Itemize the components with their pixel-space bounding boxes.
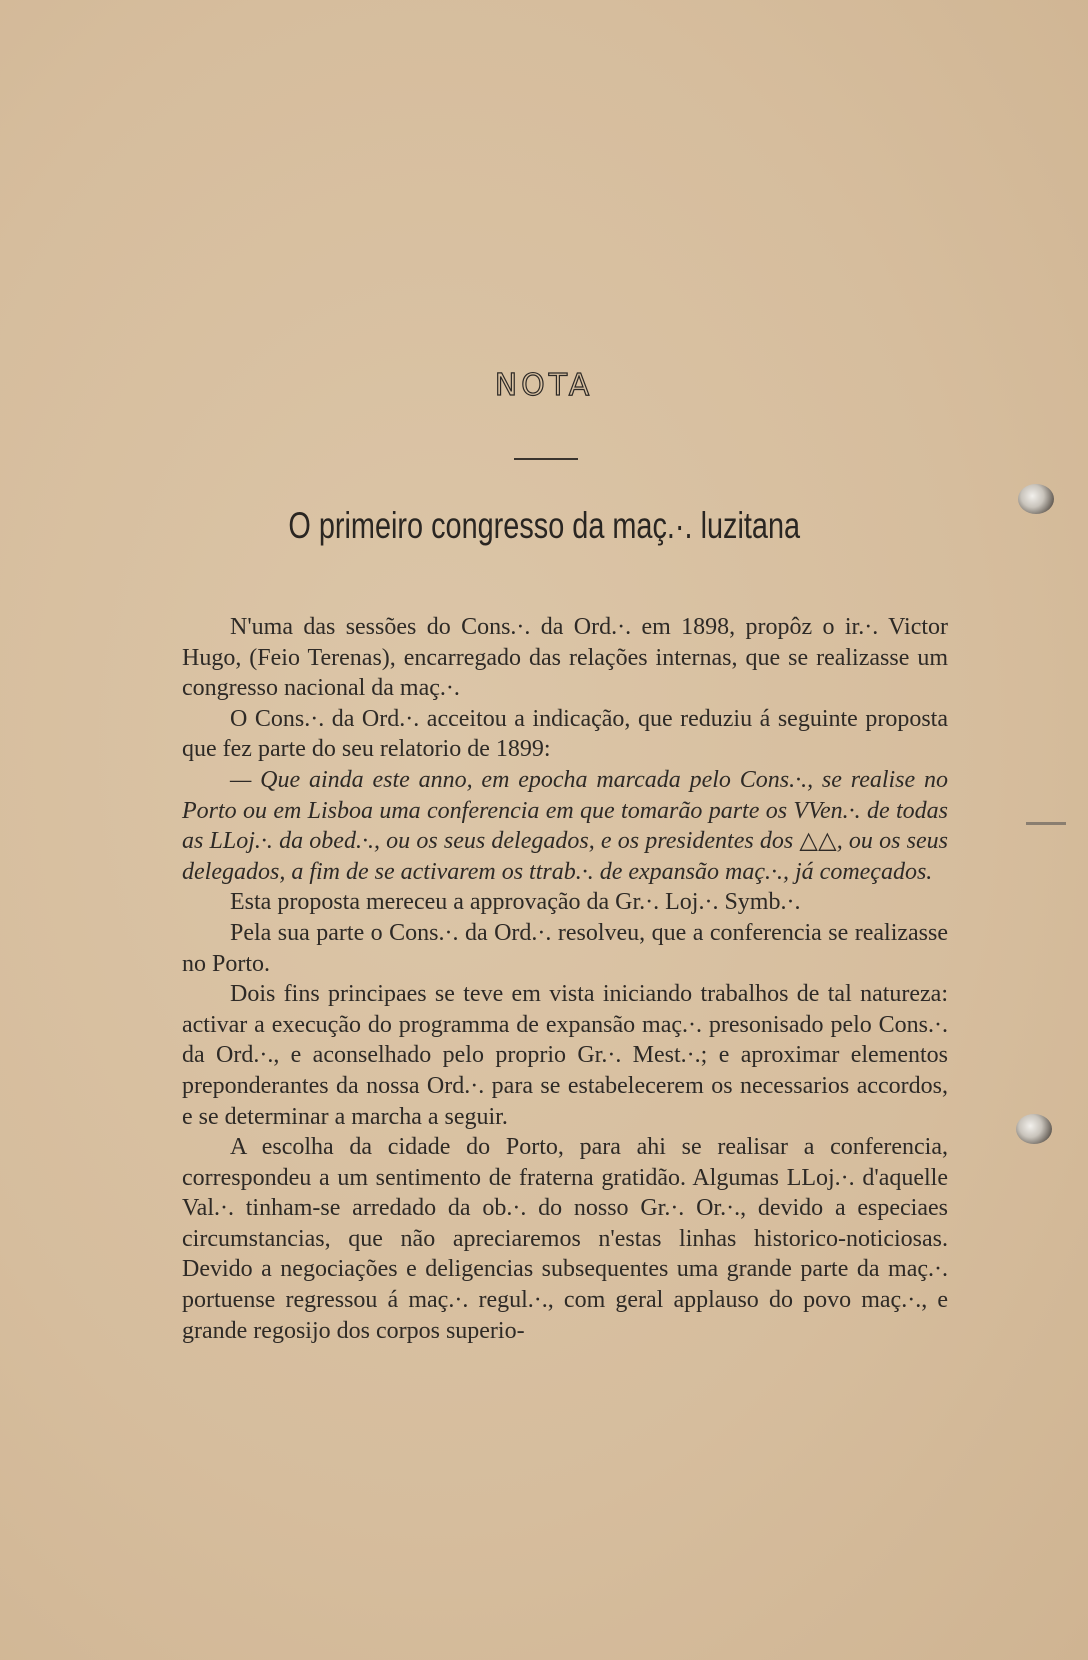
page-heading: NOTA (494, 368, 594, 403)
paragraph-3-quote: — Que ainda este anno, em epocha marcada pelo Cons.·., se realise no Porto ou em Lisboa uma conferencia em que tomarão parte os VVen.·. de todas as LLoj.·. da obed.·., ou os seus delegados, e os presidentes dos △△, ou os seus delegados, a fim de se activarem os ttrab.·. de expansão maç.·., já começados. (182, 766, 948, 885)
article-body (182, 612, 948, 1346)
binding-hole-top (1018, 484, 1054, 514)
paragraph-7: A escolha da cidade do Porto, para ahi se realisar a conferencia, correspondeu a um sentimento de fraterna gratidão. Algumas LLoj.·. d'aquelle Val.·. tinham-se arredado da ob.·. do nosso Gr.·. Or.·., devido a especiaes circumstancias, que não apreciaremos n'estas linhas historico-noticiosas. Devido a negociações e deligencias subsequentes uma grande parte da maç.·. portuense regressou á maç.·. regul.·., com geral applauso do povo maç.·., e grande regosijo dos corpos superio- (182, 1134, 948, 1344)
paragraph-5: Pela sua parte o Cons.·. da Ord.·. resolveu, que a conferencia se realizasse no Porto. (182, 919, 948, 977)
margin-mark (1026, 822, 1066, 825)
paragraph-1: N'uma das sessões do Cons.·. da Ord.·. em 1898, propôz o ir.·. Victor Hugo, (Feio Terenas), encarregado das relações internas, que se realizasse um congresso nacional da maç.·. (182, 614, 948, 702)
binding-hole-bottom (1016, 1114, 1052, 1144)
paragraph-2: O Cons.·. da Ord.·. acceitou a indicação, que reduziu á seguinte proposta que fez parte do seu relatorio de 1899: (182, 705, 948, 763)
article-title: O primeiro congresso da maç.·. luzitana (288, 505, 801, 546)
paragraph-4: Esta proposta mereceu a approvação da Gr.·. Loj.·. Symb.·. (230, 889, 801, 916)
paragraph-6: Dois fins principaes se teve em vista iniciando trabalhos de tal natureza: activar a execução do programma de expansão maç.·. presonisado pelo Cons.·. da Ord.·., e aconselhado pelo proprio Gr.·. Mest.·.; e aproximar elementos preponderantes da nossa Ord.·. para se estabelecerem os necessarios accordos, e se determinar a marcha a seguir. (182, 981, 948, 1130)
heading-divider (514, 458, 578, 460)
